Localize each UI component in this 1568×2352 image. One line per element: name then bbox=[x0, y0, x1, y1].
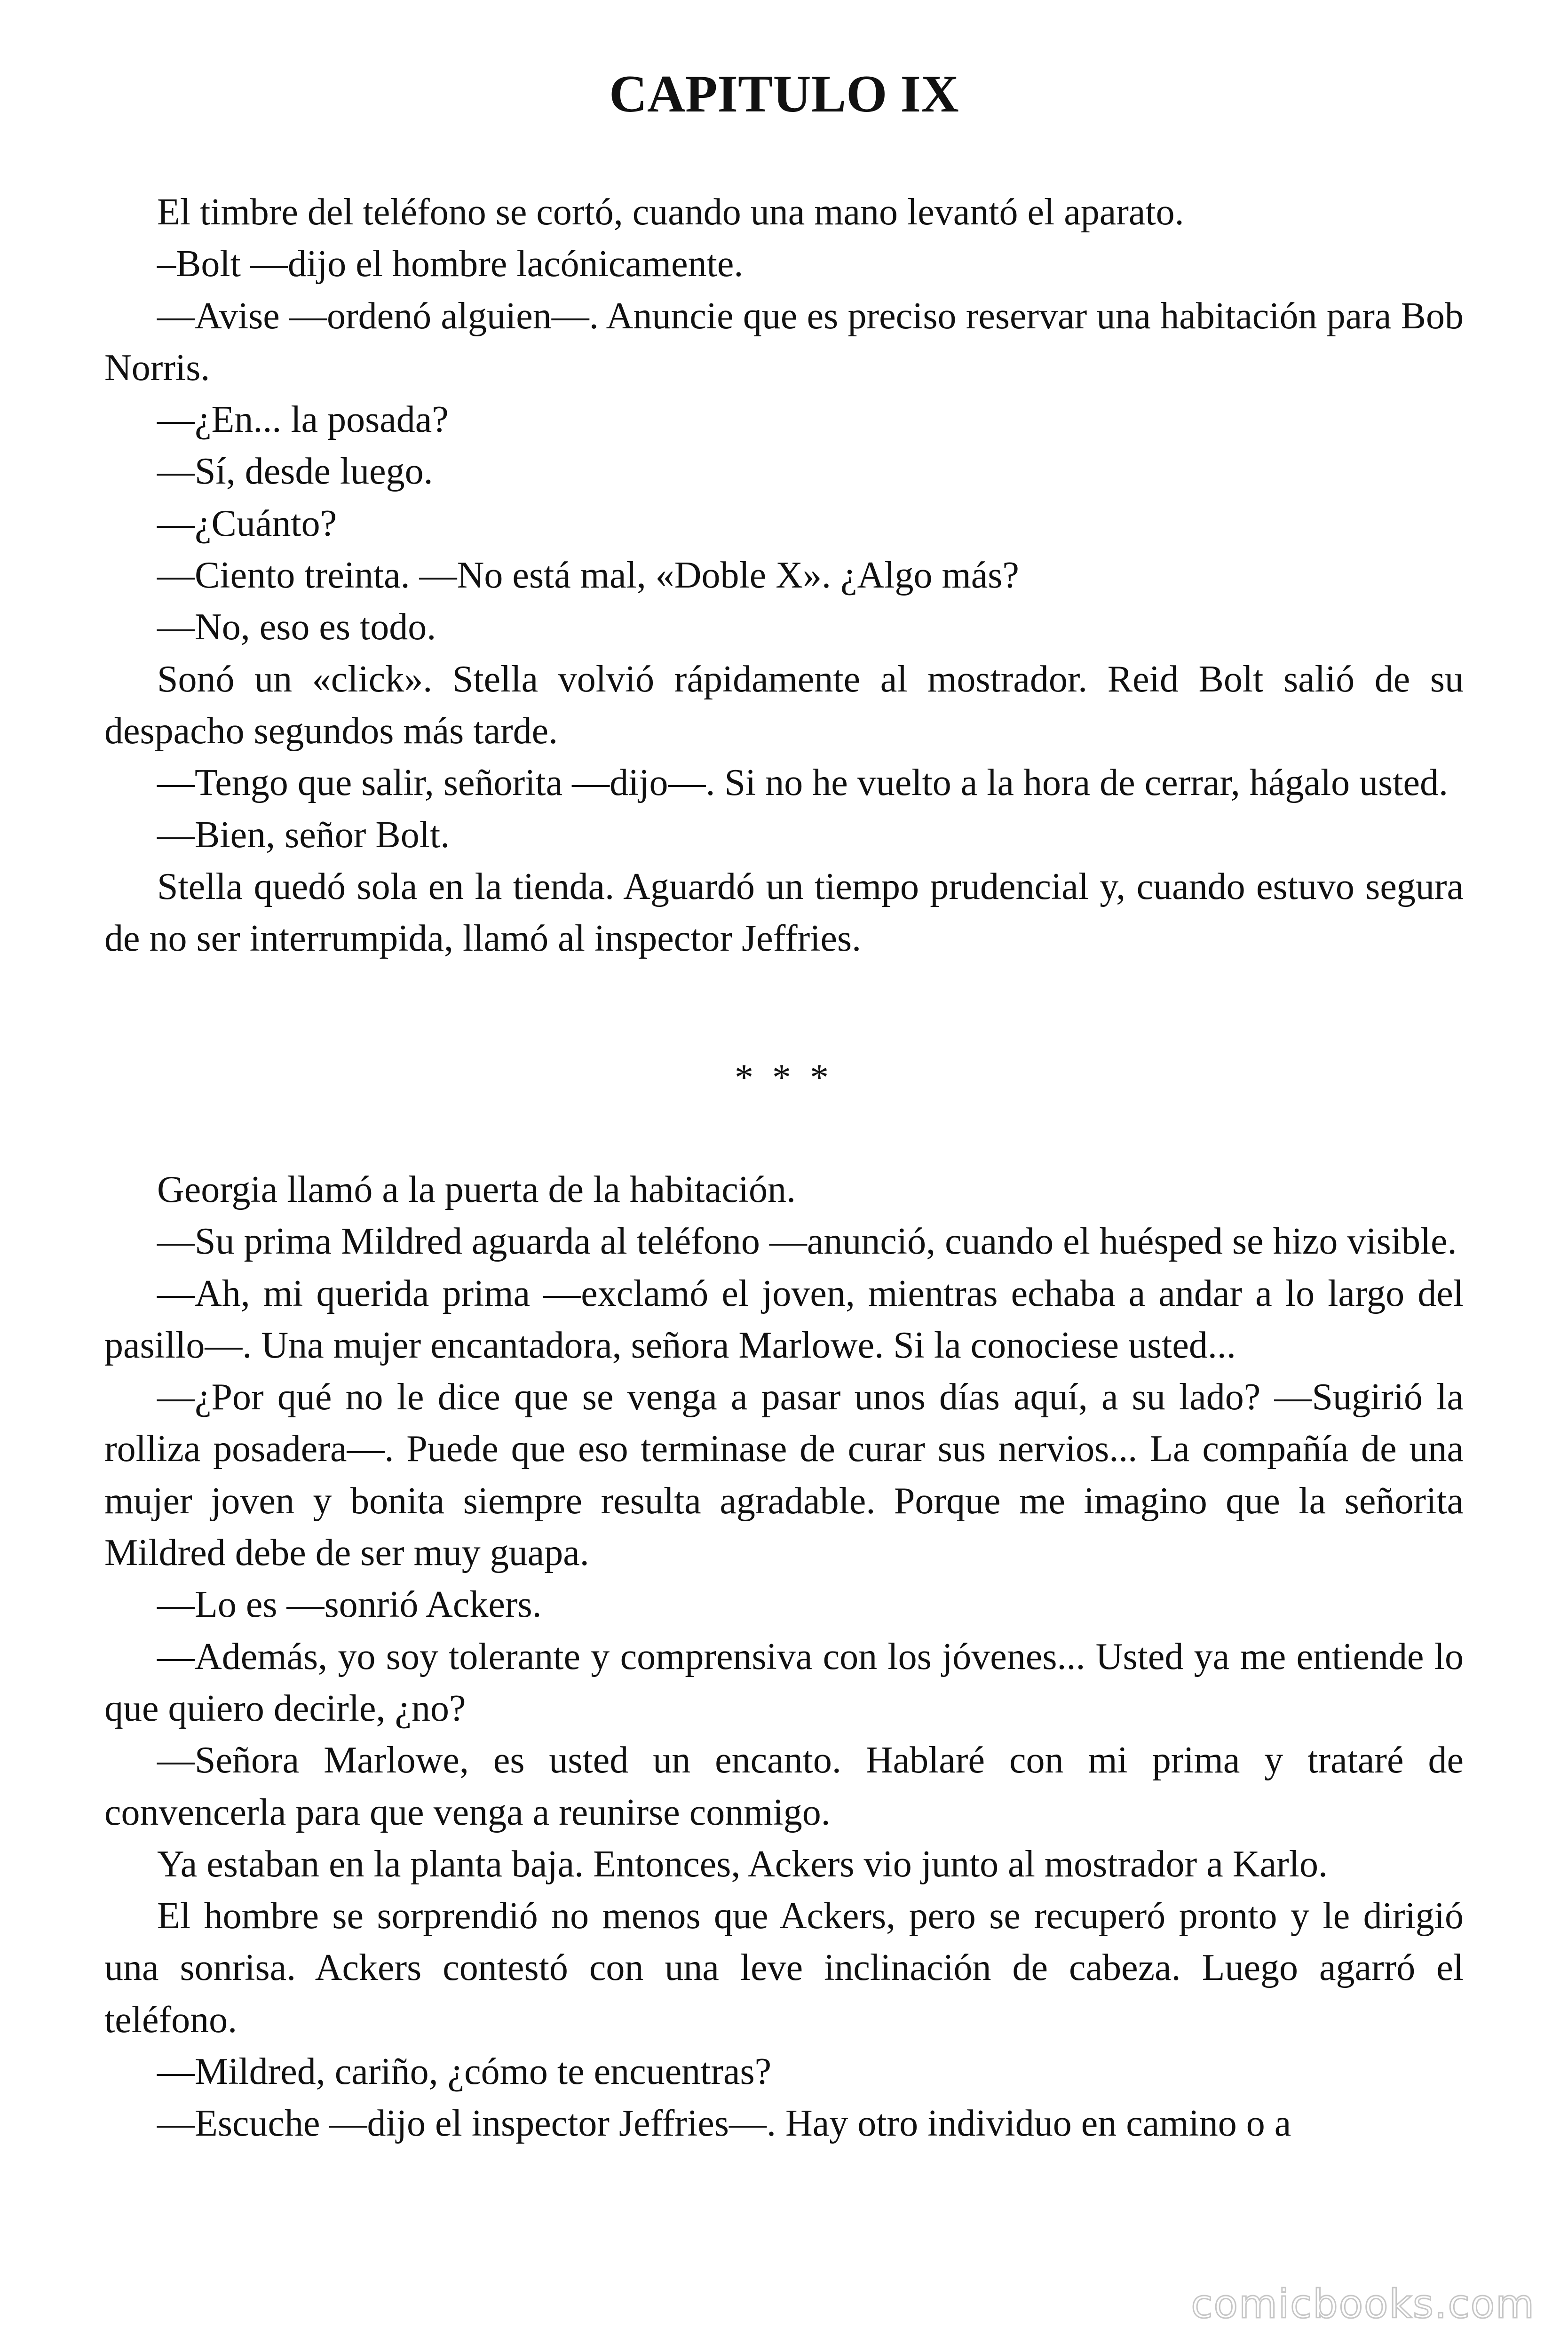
paragraph: Sonó un «click». Stella volvió rápidamente al mostrador. Reid Bolt salió de su despacho segundos más tarde. bbox=[104, 658, 1464, 752]
section-separator: * * * bbox=[735, 1057, 833, 1098]
paragraph: El timbre del teléfono se cortó, cuando una mano levantó el aparato. bbox=[157, 191, 1184, 233]
watermark: comicbooks.com bbox=[1191, 2281, 1535, 2327]
paragraph: —Señora Marlowe, es usted un encanto. Hablaré con mi prima y trataré de convencerla para que venga a reunirse conmigo. bbox=[104, 1740, 1464, 1833]
paragraph: —Mildred, cariño, ¿cómo te encuentras? bbox=[157, 2051, 772, 2093]
paragraph: Stella quedó sola en la tienda. Aguardó un tiempo prudencial y, cuando estuvo segura de no ser interrumpida, llamó al inspector Jeffries. bbox=[104, 866, 1464, 960]
paragraph: Ya estaban en la planta baja. Entonces, Ackers vio junto al mostrador a Karlo. bbox=[157, 1843, 1328, 1885]
paragraph: —Ciento treinta. —No está mal, «Doble X». ¿Algo más? bbox=[157, 555, 1019, 596]
paragraph: –Bolt —dijo el hombre lacónicamente. bbox=[157, 243, 744, 285]
paragraph: Georgia llamó a la puerta de la habitación. bbox=[157, 1169, 796, 1210]
paragraph: —No, eso es todo. bbox=[157, 606, 436, 648]
paragraph: —Tengo que salir, señorita —dijo—. Si no he vuelto a la hora de cerrar, hágalo usted. bbox=[157, 762, 1448, 804]
paragraph: —Escuche —dijo el inspector Jeffries—. Hay otro individuo en camino o a bbox=[157, 2103, 1291, 2145]
paragraph: —Su prima Mildred aguarda al teléfono —anunció, cuando el huésped se hizo visible. bbox=[157, 1221, 1457, 1263]
paragraph: —Avise —ordenó alguien—. Anuncie que es preciso reservar una habitación para Bob Norris. bbox=[104, 295, 1464, 389]
paragraph: —¿Cuánto? bbox=[157, 502, 337, 544]
paragraph: —¿En... la posada? bbox=[157, 399, 449, 441]
paragraph: —Sí, desde luego. bbox=[157, 451, 433, 493]
paragraph: —¿Por qué no le dice que se venga a pasar unos días aquí, a su lado? —Sugirió la rolliza posadera—. Puede que eso terminase de curar sus nervios... La compañía de una mujer joven y bonita siempre resulta agradable. Porque me imagino que la señorita Mildred debe de ser muy guapa. bbox=[104, 1376, 1464, 1574]
chapter-title: CAPITULO IX bbox=[609, 65, 959, 123]
paragraph: —Ah, mi querida prima —exclamó el joven, mientras echaba a andar a lo largo del pasillo—. Una mujer encantadora, señora Marlowe. Si la conociese usted... bbox=[104, 1272, 1464, 1366]
paragraph: —Además, yo soy tolerante y comprensiva con los jóvenes... Usted ya me entiende lo que quiero decirle, ¿no? bbox=[104, 1636, 1464, 1729]
text-section-2 bbox=[104, 1164, 1464, 2150]
paragraph: —Bien, señor Bolt. bbox=[157, 814, 450, 856]
paragraph: El hombre se sorprendió no menos que Ackers, pero se recuperó pronto y le dirigió una sonrisa. Ackers contestó con una leve inclinación de cabeza. Luego agarró el teléfono. bbox=[104, 1895, 1464, 2041]
text-section-1 bbox=[104, 186, 1464, 964]
paragraph: —Lo es —sonrió Ackers. bbox=[157, 1584, 542, 1626]
